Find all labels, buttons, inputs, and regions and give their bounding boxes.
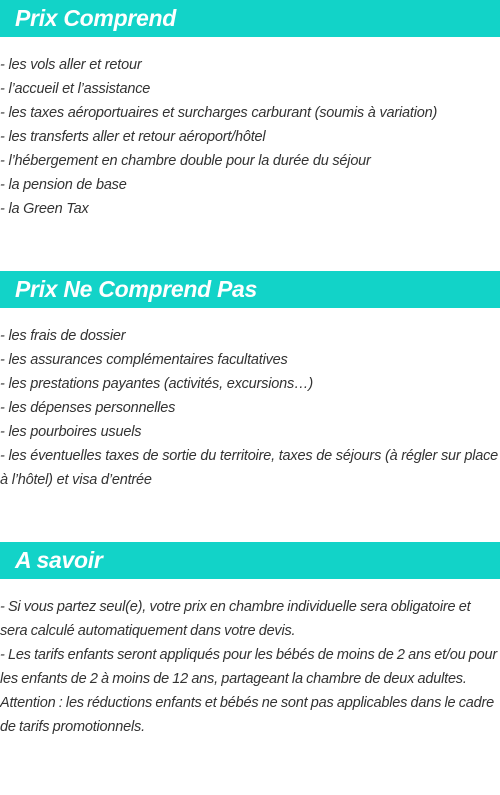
list-item: - la Green Tax: [0, 201, 89, 217]
section-title: Prix Comprend: [0, 0, 500, 37]
section-a-savoir: [0, 542, 500, 739]
list-item: - les transferts aller et retour aéroport/hôtel: [0, 129, 266, 145]
info-paragraph: - Si vous partez seul(e), votre prix en chambre individuelle sera obligatoire et sera calculé automatiquement dans votre devis.: [0, 599, 471, 639]
section-title: A savoir: [0, 542, 500, 579]
section-prix-comprend: [0, 0, 500, 221]
list-item: - les assurances complémentaires facultatives: [0, 352, 288, 368]
list-item: - les éventuelles taxes de sortie du territoire, taxes de séjours (à régler sur place à l’hôtel) et visa d’entrée: [0, 448, 498, 488]
excluded-list: [0, 324, 500, 492]
info-paragraph: Attention : les réductions enfants et bébés ne sont pas applicables dans le cadre de tarifs promotionnels.: [0, 695, 494, 735]
list-item: - l’hébergement en chambre double pour la durée du séjour: [0, 153, 371, 169]
section-title: Prix Ne Comprend Pas: [0, 271, 500, 308]
list-item: - les dépenses personnelles: [0, 400, 176, 416]
list-item: - les pourboires usuels: [0, 424, 142, 440]
list-item: - les vols aller et retour: [0, 57, 142, 73]
list-item: - les taxes aéroportuaires et surcharges carburant (soumis à variation): [0, 105, 438, 121]
section-prix-ne-comprend-pas: [0, 271, 500, 492]
info-paragraph: - Les tarifs enfants seront appliqués pour les bébés de moins de 2 ans et/ou pour les enfants de 2 à moins de 12 ans, partageant la chambre de deux adultes.: [0, 647, 498, 687]
list-item: - la pension de base: [0, 177, 127, 193]
list-item: - les frais de dossier: [0, 328, 126, 344]
info-block: [0, 595, 500, 739]
list-item: - les prestations payantes (activités, excursions…): [0, 376, 313, 392]
included-list: [0, 53, 500, 221]
list-item: - l’accueil et l’assistance: [0, 81, 151, 97]
